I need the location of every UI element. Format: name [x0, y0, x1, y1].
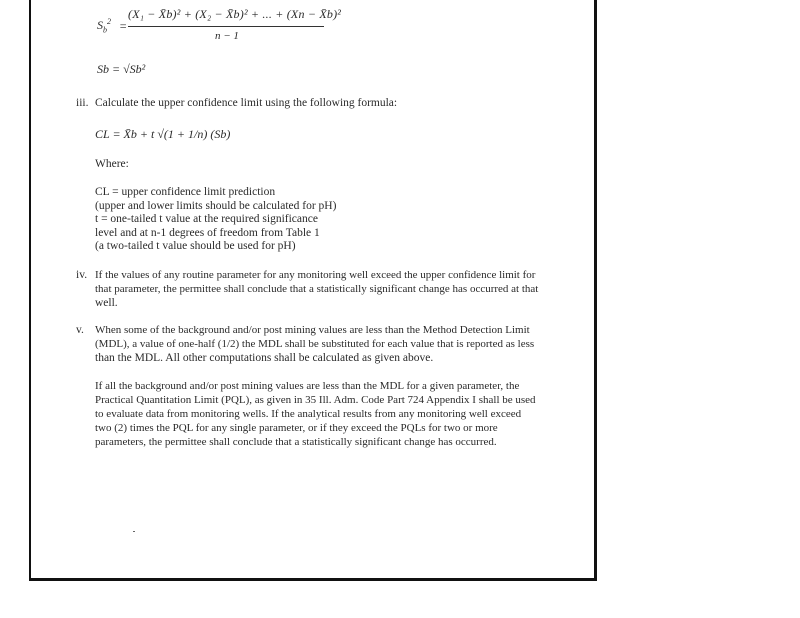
- stddev-formula: Sb = √Sb²: [97, 62, 146, 76]
- variance-fraction-bar: [128, 26, 324, 27]
- item-v-para2-line-4: two (2) times the PQL for any single parameter, or if they exceed the PQLs for two or more: [95, 422, 498, 434]
- item-iv-line-2: that parameter, the permittee shall conclude that a statistically significant change has occurred at that: [95, 283, 539, 295]
- where-label: Where:: [95, 158, 129, 170]
- item-v-para2-line-5: parameters, the permittee shall conclude that a statistically significant change has occurred.: [95, 436, 497, 448]
- variance-numerator: (X₁ − X̄b)² + (X₂ − X̄b)² + ... + (Xn − X̄b)²: [128, 7, 342, 21]
- where-line-5: (a two-tailed t value should be used for pH): [95, 240, 296, 252]
- variance-lhs-sub: b: [103, 25, 107, 35]
- variance-equals: =: [119, 19, 128, 33]
- item-v-line-2: (MDL), a value of one-half (1/2) the MDL shall be substituted for each value that is reported as less: [95, 338, 535, 350]
- item-v-line-3: than the MDL. All other computations shall be calculated as given above.: [95, 352, 434, 364]
- item-v-para2-line-3: to evaluate data from monitoring wells. If the analytical results from any monitoring well exceed: [95, 408, 522, 420]
- item-iv-marker: iv.: [76, 269, 88, 281]
- item-iii-marker: iii.: [76, 97, 89, 109]
- variance-lhs-symbol: S: [97, 18, 103, 32]
- item-iii-text: Calculate the upper confidence limit using the following formula:: [95, 97, 398, 109]
- variance-lhs: [97, 17, 111, 34]
- item-iv-line-3: well.: [95, 297, 118, 309]
- where-line-4: level and at n-1 degrees of freedom from Table 1: [95, 227, 320, 239]
- item-v-marker: v.: [76, 324, 84, 336]
- variance-denominator: n − 1: [215, 30, 239, 42]
- where-line-2: (upper and lower limits should be calculated for pH): [95, 200, 337, 212]
- ucl-formula: CL = X̄b + t √(1 + 1/n) (Sb): [95, 127, 231, 141]
- item-iv-line-1: If the values of any routine parameter for any monitoring well exceed the upper confidence limit for: [95, 269, 536, 281]
- variance-lhs-sup: 2: [107, 17, 111, 26]
- scan-speck: [133, 531, 135, 532]
- item-v-para2-line-2: Practical Quantitation Limit (PQL), as given in 35 Ill. Adm. Code Part 724 Appendix I shall be used: [95, 394, 536, 406]
- item-v-line-1: When some of the background and/or post mining values are less than the Method Detection Limit: [95, 324, 530, 336]
- where-line-3: t = one-tailed t value at the required significance: [95, 213, 318, 225]
- where-line-1: CL = upper confidence limit prediction: [95, 186, 276, 198]
- item-v-para2-line-1: If all the background and/or post mining values are less than the MDL for a given parameter, the: [95, 380, 520, 392]
